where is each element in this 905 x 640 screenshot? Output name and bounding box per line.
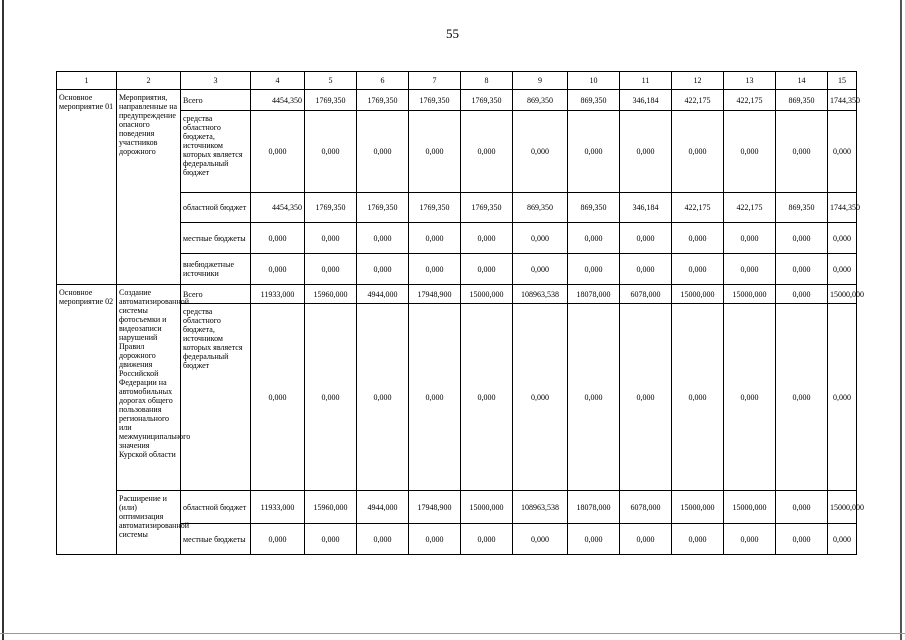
value-cell: 1769,350 bbox=[409, 90, 461, 111]
value-cell: 15000,000 bbox=[672, 491, 724, 524]
source-cell: средства областного бюджета, источником которых является федеральный бюджет bbox=[181, 111, 251, 193]
value-cell: 0,000 bbox=[305, 304, 357, 491]
value-cell: 0,000 bbox=[357, 254, 409, 285]
value-cell: 0,000 bbox=[461, 111, 513, 193]
header-cell: 2 bbox=[117, 72, 181, 90]
value-cell: 15960,000 bbox=[305, 285, 357, 304]
header-cell: 11 bbox=[620, 72, 672, 90]
value-cell: 0,000 bbox=[724, 254, 776, 285]
value-cell: 0,000 bbox=[409, 304, 461, 491]
header-cell: 4 bbox=[251, 72, 305, 90]
value-cell: 0,000 bbox=[305, 223, 357, 254]
header-row bbox=[57, 72, 857, 90]
header-cell: 3 bbox=[181, 72, 251, 90]
value-cell: 0,000 bbox=[620, 111, 672, 193]
value-cell: 869,350 bbox=[513, 193, 568, 223]
value-cell: 869,350 bbox=[513, 90, 568, 111]
value-cell: 0,000 bbox=[409, 223, 461, 254]
value-cell: 18078,000 bbox=[568, 491, 620, 524]
value-cell: 0,000 bbox=[776, 223, 828, 254]
value-cell: 0,000 bbox=[620, 524, 672, 555]
header-cell: 12 bbox=[672, 72, 724, 90]
value-cell: 0,000 bbox=[568, 111, 620, 193]
value-cell: 0,000 bbox=[568, 254, 620, 285]
value-cell: 11933,000 bbox=[251, 285, 305, 304]
value-cell: 15000,000 bbox=[724, 491, 776, 524]
value-cell: 0,000 bbox=[305, 524, 357, 555]
value-cell: 0,000 bbox=[409, 254, 461, 285]
value-cell: 1769,350 bbox=[305, 90, 357, 111]
value-cell: 0,000 bbox=[672, 223, 724, 254]
value-cell: 6078,000 bbox=[620, 285, 672, 304]
value-cell: 0,000 bbox=[305, 254, 357, 285]
value-cell: 869,350 bbox=[776, 90, 828, 111]
value-cell: 0,000 bbox=[357, 524, 409, 555]
source-cell: средства областного бюджета, источником которых является федеральный бюджет bbox=[181, 304, 251, 491]
value-cell: 1744,350 bbox=[828, 90, 857, 111]
value-cell: 0,000 bbox=[776, 491, 828, 524]
value-cell: 0,000 bbox=[513, 524, 568, 555]
value-cell: 15000,000 bbox=[828, 285, 857, 304]
value-cell: 0,000 bbox=[357, 304, 409, 491]
value-cell: 869,350 bbox=[776, 193, 828, 223]
value-cell: 0,000 bbox=[357, 111, 409, 193]
value-cell: 0,000 bbox=[357, 223, 409, 254]
source-cell: местные бюджеты bbox=[181, 223, 251, 254]
value-cell: 0,000 bbox=[776, 524, 828, 555]
value-cell: 1769,350 bbox=[357, 193, 409, 223]
value-cell: 0,000 bbox=[776, 111, 828, 193]
value-cell: 422,175 bbox=[672, 90, 724, 111]
value-cell: 0,000 bbox=[724, 524, 776, 555]
activity-name-cell: Основное мероприятие 02 bbox=[57, 285, 117, 555]
value-cell: 0,000 bbox=[620, 223, 672, 254]
value-cell: 0,000 bbox=[461, 524, 513, 555]
activity-description-cell: Расширение и (или) оптимизация автоматизированной системы bbox=[117, 491, 181, 555]
value-cell: 0,000 bbox=[620, 254, 672, 285]
activity-description-cell: Мероприятия, направленные на предупреждение опасного поведения участников дорожного bbox=[117, 90, 181, 285]
value-cell: 6078,000 bbox=[620, 491, 672, 524]
value-cell: 1769,350 bbox=[305, 193, 357, 223]
budget-table bbox=[56, 71, 864, 555]
value-cell: 4454,350 bbox=[251, 90, 305, 111]
page-number: 55 bbox=[446, 26, 459, 41]
value-cell: 11933,000 bbox=[251, 491, 305, 524]
value-cell: 0,000 bbox=[672, 304, 724, 491]
value-cell: 1769,350 bbox=[409, 193, 461, 223]
value-cell: 0,000 bbox=[461, 223, 513, 254]
value-cell: 0,000 bbox=[251, 524, 305, 555]
value-cell: 346,184 bbox=[620, 90, 672, 111]
value-cell: 0,000 bbox=[513, 223, 568, 254]
header-cell: 15 bbox=[828, 72, 857, 90]
value-cell: 346,184 bbox=[620, 193, 672, 223]
value-cell: 0,000 bbox=[513, 111, 568, 193]
value-cell: 0,000 bbox=[251, 111, 305, 193]
value-cell: 17948,900 bbox=[409, 491, 461, 524]
value-cell: 0,000 bbox=[672, 254, 724, 285]
value-cell: 4944,000 bbox=[357, 285, 409, 304]
value-cell: 0,000 bbox=[568, 223, 620, 254]
header-cell: 10 bbox=[568, 72, 620, 90]
value-cell: 0,000 bbox=[776, 304, 828, 491]
value-cell: 0,000 bbox=[251, 223, 305, 254]
value-cell: 0,000 bbox=[568, 304, 620, 491]
scan-border-left bbox=[2, 0, 4, 640]
header-cell: 6 bbox=[357, 72, 409, 90]
value-cell: 15000,000 bbox=[828, 491, 857, 524]
value-cell: 869,350 bbox=[568, 193, 620, 223]
m1-row-total bbox=[57, 90, 857, 111]
value-cell: 422,175 bbox=[724, 90, 776, 111]
value-cell: 0,000 bbox=[828, 304, 857, 491]
value-cell: 0,000 bbox=[828, 524, 857, 555]
m2-row-regional bbox=[57, 491, 857, 524]
value-cell: 15000,000 bbox=[461, 491, 513, 524]
value-cell: 0,000 bbox=[828, 223, 857, 254]
value-cell: 1744,350 bbox=[828, 193, 857, 223]
value-cell: 4454,350 bbox=[251, 193, 305, 223]
header-cell: 13 bbox=[724, 72, 776, 90]
value-cell: 0,000 bbox=[828, 254, 857, 285]
value-cell: 17948,900 bbox=[409, 285, 461, 304]
header-cell: 5 bbox=[305, 72, 357, 90]
source-cell: Всего bbox=[181, 285, 251, 304]
value-cell: 0,000 bbox=[305, 111, 357, 193]
source-cell: местные бюджеты bbox=[181, 524, 251, 555]
scan-border-right bbox=[900, 0, 902, 640]
value-cell: 0,000 bbox=[724, 304, 776, 491]
value-cell: 0,000 bbox=[724, 111, 776, 193]
value-cell: 1769,350 bbox=[357, 90, 409, 111]
m2-row-total bbox=[57, 285, 857, 304]
header-cell: 1 bbox=[57, 72, 117, 90]
value-cell: 15000,000 bbox=[724, 285, 776, 304]
header-cell: 14 bbox=[776, 72, 828, 90]
value-cell: 0,000 bbox=[251, 304, 305, 491]
value-cell: 18078,000 bbox=[568, 285, 620, 304]
value-cell: 108963,538 bbox=[513, 491, 568, 524]
scan-bottom-line bbox=[0, 633, 905, 634]
value-cell: 0,000 bbox=[620, 304, 672, 491]
value-cell: 0,000 bbox=[251, 254, 305, 285]
value-cell: 15000,000 bbox=[461, 285, 513, 304]
source-cell: областной бюджет bbox=[181, 193, 251, 223]
header-cell: 7 bbox=[409, 72, 461, 90]
value-cell: 15000,000 bbox=[672, 285, 724, 304]
value-cell: 0,000 bbox=[409, 111, 461, 193]
value-cell: 869,350 bbox=[568, 90, 620, 111]
header-cell: 9 bbox=[513, 72, 568, 90]
value-cell: 0,000 bbox=[672, 111, 724, 193]
activity-name-cell: Основное мероприятие 01 bbox=[57, 90, 117, 285]
source-cell: Всего bbox=[181, 90, 251, 111]
source-cell: внебюджетные источники bbox=[181, 254, 251, 285]
activity-description-cell: Создание автоматизированной системы фотосъемки и видеозаписи нарушений Правил дорожного движения Российской Федерации на автомобильных дорогах общего пользования регионального или межмуниципального значения Курской области bbox=[117, 285, 181, 491]
value-cell: 1769,350 bbox=[461, 90, 513, 111]
value-cell: 0,000 bbox=[776, 254, 828, 285]
value-cell: 422,175 bbox=[724, 193, 776, 223]
value-cell: 0,000 bbox=[461, 254, 513, 285]
value-cell: 0,000 bbox=[724, 223, 776, 254]
value-cell: 0,000 bbox=[409, 524, 461, 555]
value-cell: 1769,350 bbox=[461, 193, 513, 223]
value-cell: 422,175 bbox=[672, 193, 724, 223]
value-cell: 0,000 bbox=[828, 111, 857, 193]
value-cell: 108963,538 bbox=[513, 285, 568, 304]
value-cell: 0,000 bbox=[672, 524, 724, 555]
header-cell: 8 bbox=[461, 72, 513, 90]
value-cell: 15960,000 bbox=[305, 491, 357, 524]
value-cell: 0,000 bbox=[513, 304, 568, 491]
value-cell: 0,000 bbox=[513, 254, 568, 285]
value-cell: 0,000 bbox=[568, 524, 620, 555]
value-cell: 0,000 bbox=[776, 285, 828, 304]
value-cell: 0,000 bbox=[461, 304, 513, 491]
source-cell: областной бюджет bbox=[181, 491, 251, 524]
value-cell: 4944,000 bbox=[357, 491, 409, 524]
